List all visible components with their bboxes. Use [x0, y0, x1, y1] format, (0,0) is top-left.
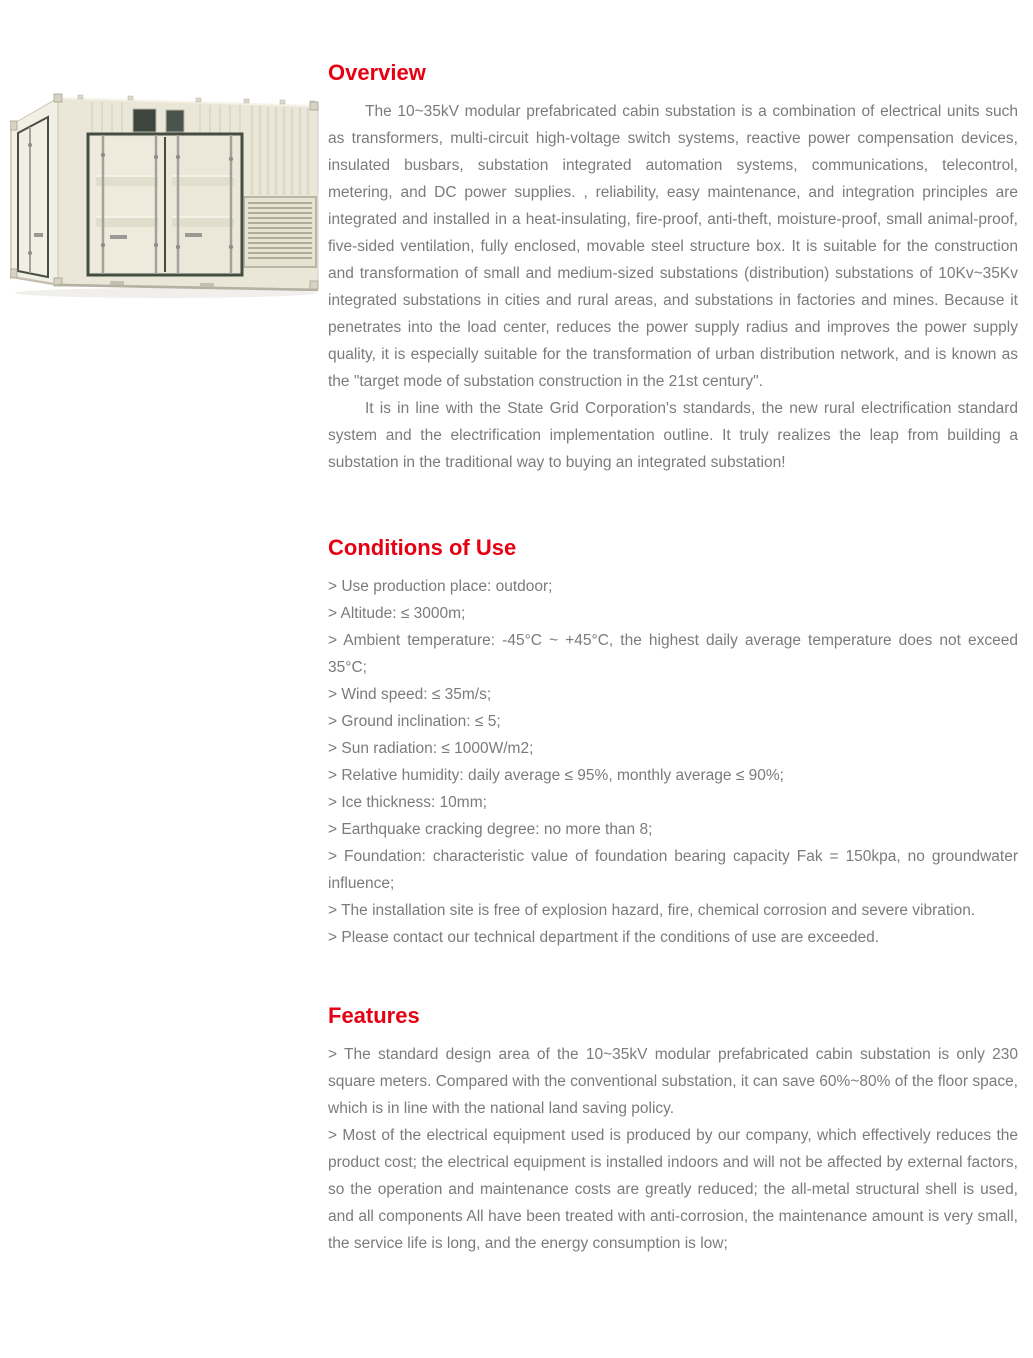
- cabin-substation-photo: [10, 85, 320, 300]
- container-side-face: [11, 98, 58, 284]
- features-list: [328, 1041, 1018, 1257]
- condition-item: > The installation site is free of explosion hazard, fire, chemical corrosion and severe vibration.: [328, 902, 976, 919]
- door-handle-right: [185, 233, 202, 237]
- overview-paragraph-1: The 10~35kV modular prefabricated cabin substation is a combination of electrical units such as transformers, multi-circuit high-voltage switch systems, reactive power compensation devices, insulated busbars, substation integrated automation systems, communications, telecontrol, metering, and DC power supplies. , reliability, easy maintenance, and integration principles are integrated and installed in a heat-insulating, fire-proof, anti-theft, moisture-proof, small animal-proof, five-sided ventilation, fully enclosed, movable steel structure box. It is suitable for the construction and transformation of small and medium-sized substations (distribution) substations of 10Kv~35Kv integrated substations in cities and rural areas, and substations in factories and mines. Because it penetrates into the load center, reduces the power supply radius and improves the power supply quality, it is especially suitable for the transformation of urban distribution network, and is known as the "target mode of substation construction in the 21st century".: [328, 103, 1018, 390]
- front-double-doors: [88, 134, 242, 275]
- features-title: Features: [328, 1003, 420, 1028]
- condition-item: > Earthquake cracking degree: no more than 8;: [328, 821, 653, 838]
- condition-item: > Ground inclination: ≤ 5;: [328, 713, 501, 730]
- door-handle-left: [110, 235, 127, 239]
- conditions-title: Conditions of Use: [328, 535, 517, 560]
- window-opening-right: [166, 110, 184, 132]
- content-column: [328, 60, 1018, 1257]
- condition-item: > Ambient temperature: -45°C ~ +45°C, the highest daily average temperature does not exceed 35°C;: [328, 632, 1018, 676]
- feature-item: > Most of the electrical equipment used is produced by our company, which effectively reduces the product cost; the electrical equipment is installed indoors and will not be affected by external factors, so the operation and maintenance costs are greatly reduced; the all-metal structural shell is used, and all components All have been treated with anti-corrosion, the maintenance amount is very small, the service life is long, and the energy consumption is low;: [328, 1127, 1018, 1252]
- window-opening-left: [133, 109, 156, 132]
- condition-item: > Relative humidity: daily average ≤ 95%, monthly average ≤ 90%;: [328, 767, 784, 784]
- overview-paragraph-2: It is in line with the State Grid Corporation's standards, the new rural electrification standard system and the electrification implementation outline. It truly realizes the leap from building a substation in the traditional way to buying an integrated substation!: [328, 400, 1018, 471]
- condition-item: > Altitude: ≤ 3000m;: [328, 605, 466, 622]
- condition-item: > Please contact our technical department if the conditions of use are exceeded.: [328, 929, 880, 946]
- louver-vent: [244, 197, 316, 267]
- cabin-substation-illustration: [10, 85, 320, 300]
- feature-item: > The standard design area of the 10~35kV modular prefabricated cabin substation is only 230 square meters. Compared with the conventional substation, it can save 60%~80% of the floor space, which is in line with the national land saving policy.: [328, 1046, 1018, 1117]
- condition-item: > Wind speed: ≤ 35m/s;: [328, 686, 492, 703]
- condition-item: > Use production place: outdoor;: [328, 578, 553, 595]
- condition-item: > Ice thickness: 10mm;: [328, 794, 487, 811]
- condition-item: > Foundation: characteristic value of foundation bearing capacity Fak = 150kpa, no groundwater influence;: [328, 848, 1018, 892]
- condition-item: > Sun radiation: ≤ 1000W/m2;: [328, 740, 534, 757]
- conditions-list: [328, 573, 1018, 951]
- overview-title: Overview: [328, 60, 426, 85]
